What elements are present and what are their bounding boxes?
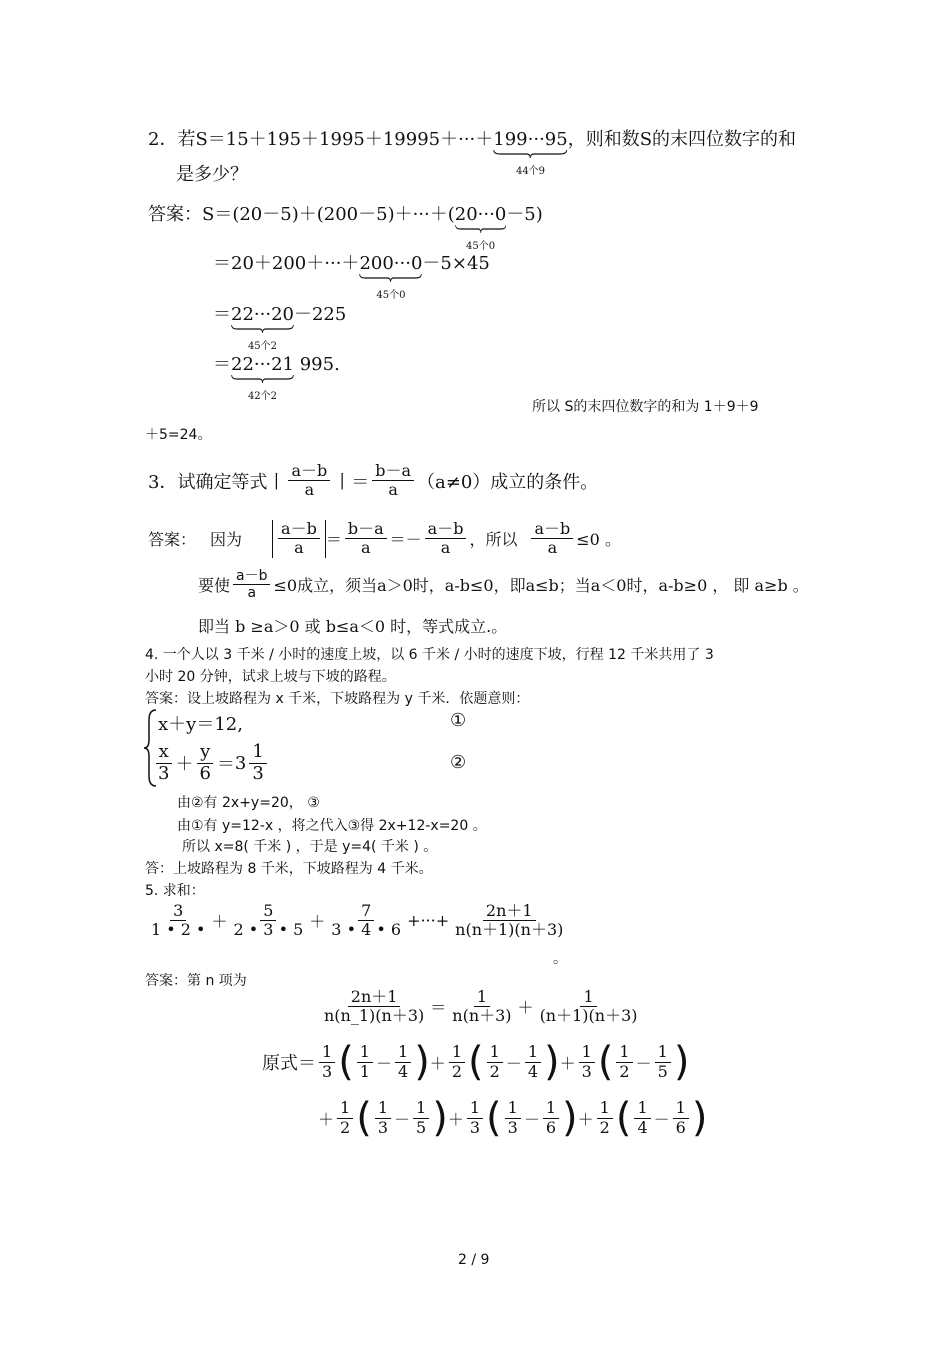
q2-a2-pre: ＝20＋200＋···＋ bbox=[213, 253, 360, 274]
q3-ans-line3: 即当 b ≥a＞0 或 b≤a＜0 时，等式成立.。 bbox=[198, 617, 508, 636]
page-number: 2 / 9 bbox=[458, 1252, 490, 1268]
q3-stem-tail: （a≠0）成立的条件。 bbox=[417, 471, 599, 493]
q4-step-3: 所以 x=8( 千米 ) ，于是 y=4( 千米 ) 。 bbox=[182, 839, 438, 855]
q2-ans-line3 bbox=[213, 300, 347, 352]
q2-a1-pre: S＝(20－5)＋(200－5)＋···＋( bbox=[202, 204, 455, 225]
q2-line1-tail: ，则和数S的末四位数字的和 bbox=[567, 129, 797, 150]
q3-abs-value: $\frac{a-b}{a}$ bbox=[272, 520, 326, 558]
q5-answer-label: 答案：第 n 项为 bbox=[145, 973, 247, 989]
q2-a4-pre: ＝ bbox=[213, 354, 231, 375]
q4-eq1-mark: ① bbox=[450, 710, 467, 731]
q2-a1-under: 45个0 bbox=[466, 241, 496, 252]
q2-ans-line4 bbox=[213, 350, 340, 402]
q4-final: 答：上坡路程为 8 千米，下坡路程为 4 千米。 bbox=[145, 861, 433, 877]
q4-stem-2: 小时 20 分钟，试求上坡与下坡的路程。 bbox=[145, 669, 396, 685]
q5-stem: 5. 求和： bbox=[145, 883, 205, 899]
q3-line2-pre: 要使 bbox=[198, 576, 231, 596]
q2-a2-term: 200···0 bbox=[359, 253, 423, 274]
q2-a1-group bbox=[454, 204, 507, 252]
q3-line2-tail: ≤0成立，须当a＞0时，a-b≤0，即a≤b；当a＜0时，a-b≥0 ， 即 a≥b 。 bbox=[273, 576, 809, 596]
q2-term: 199···95 bbox=[493, 129, 568, 150]
q4-eq2-mark: ② bbox=[450, 752, 467, 773]
q3-stem-pre: 3．试确定等式丨 bbox=[148, 471, 286, 493]
q4-stem-1: 4. 一个人以 3 千米 / 小时的速度上坡，以 6 千米 / 小时的速度下坡，行程 12 千米共用了 3 bbox=[145, 647, 714, 663]
q4-equation-2: $\frac{x}{3}$ ＋ $\frac{y}{6}$ ＝ 3 $\frac{1}{3}$ bbox=[152, 742, 270, 784]
q3-frac-2: $\frac{b-a}{a}$ bbox=[372, 462, 414, 500]
q2-a4-tail: 995. bbox=[293, 354, 340, 375]
q3-because: 因为 bbox=[210, 530, 243, 550]
q3-stem bbox=[148, 462, 598, 500]
q2-a1-tail: －5) bbox=[506, 204, 543, 225]
q5-general-term: $\frac{2n+1}{n(n\_1)(n+3)}$ ＝ $\frac{1}{n(n+3)}$ ＋ $\frac{1}{(n+1)(n+3)}$ bbox=[324, 987, 638, 1026]
q3-g4-frac: $\frac{a-b}{a}$ bbox=[531, 520, 573, 558]
q2-a2-group bbox=[359, 253, 423, 301]
q3-ans-line2 bbox=[198, 568, 809, 601]
q2-conclusion-1: 所以 S的末四位数字的和为 1＋9＋9 bbox=[532, 399, 759, 415]
q2-line1-text: 2．若S＝15＋195＋1995＋19995＋···＋ bbox=[148, 129, 494, 150]
q2-a4-term: 22···21 bbox=[231, 354, 294, 375]
q3-h-frac: $\frac{a-b}{a}$ bbox=[233, 568, 270, 601]
q3-stem-mid: 丨＝ bbox=[333, 471, 370, 493]
q4-equation-1: x＋y＝12, bbox=[158, 714, 243, 735]
q2-term-under: 44个9 bbox=[515, 166, 546, 177]
q5-expansion-line2: ＋ $\frac{1}{2}$ ( $\frac{1}{3}$ － $\frac{1}{5}$ ) ＋ $\frac{1}{3}$ ( $\frac{1}{3}$ － $\frac{1}{6}$ ) ＋ $\frac{1}{2}$ ( $\frac{1}{4}$ － $\frac{1}{6}$ ) bbox=[318, 1095, 708, 1141]
q3-g3-frac: $\frac{a-b}{a}$ bbox=[425, 520, 467, 558]
q2-a3-term: 22···20 bbox=[231, 304, 294, 325]
q3-ans-line1: 答案： 因为 $\frac{a-b}{a}$ ＝ $\frac{b-a}{a}$ ＝－ $\frac{a-b}{a}$ ，所以 $\frac{a-b}{a}$ ≤0 。 bbox=[148, 519, 621, 558]
q2-a2-under: 45个0 bbox=[376, 290, 406, 301]
q3-ans-label: 答案： bbox=[148, 530, 197, 550]
q2-a3-tail: －225 bbox=[293, 304, 347, 325]
q5-end-mark: 。 bbox=[553, 951, 567, 967]
q2-ans-line1 bbox=[148, 200, 543, 252]
q2-conclusion-2: ＋5=24。 bbox=[145, 427, 212, 443]
q2-a4-under: 42个2 bbox=[247, 391, 278, 402]
q2-a4-group bbox=[231, 354, 294, 402]
q2-a3-under: 45个2 bbox=[247, 341, 278, 352]
q2-a3-group bbox=[231, 304, 294, 352]
q3-le0: ≤0 。 bbox=[576, 530, 621, 550]
q2-a2-tail: －5×45 bbox=[422, 253, 490, 274]
q2-a1-term: 20···0 bbox=[454, 204, 507, 225]
q4-step-2: 由①有 y=12-x ，将之代入③得 2x+12-x=20 。 bbox=[177, 818, 487, 834]
q2-ans-label: 答案： bbox=[148, 204, 202, 225]
q2-term-group bbox=[493, 129, 568, 177]
q2-a3-pre: ＝ bbox=[213, 304, 231, 325]
q2-line2: 是多少？ bbox=[176, 164, 248, 185]
q3-frac-1: $\frac{a-b}{a}$ bbox=[288, 462, 330, 500]
q4-step-1: 由②有 2x+y=20， ③ bbox=[177, 795, 320, 811]
q3-g2-frac: $\frac{b-a}{a}$ bbox=[345, 520, 387, 558]
q2-ans-line2 bbox=[213, 249, 490, 301]
q4-answer: 答案：设上坡路程为 x 千米，下坡路程为 y 千米．依题意则： bbox=[145, 691, 530, 707]
q5-sum-expression: $\frac{3}{1 • 2 •}$ ＋ $\frac{5}{2 • 3 • 5}$ ＋ $\frac{7}{3 • 4 • 6}$ +···+ $\frac{2n+1}{n(n+1)(n+3)}$ bbox=[151, 901, 564, 940]
q5-yuanshi: 原式＝ bbox=[262, 1053, 316, 1074]
q5-expansion-line1: 原式＝ $\frac{1}{3}$ ( $\frac{1}{1}$ － $\frac{1}{4}$ ) ＋ $\frac{1}{2}$ ( $\frac{1}{2}$ － $\frac{1}{4}$ ) ＋ $\frac{1}{3}$ ( $\frac{1}{2}$ － $\frac{1}{5}$ ) bbox=[262, 1039, 690, 1085]
q3-so: ，所以 bbox=[469, 530, 518, 550]
